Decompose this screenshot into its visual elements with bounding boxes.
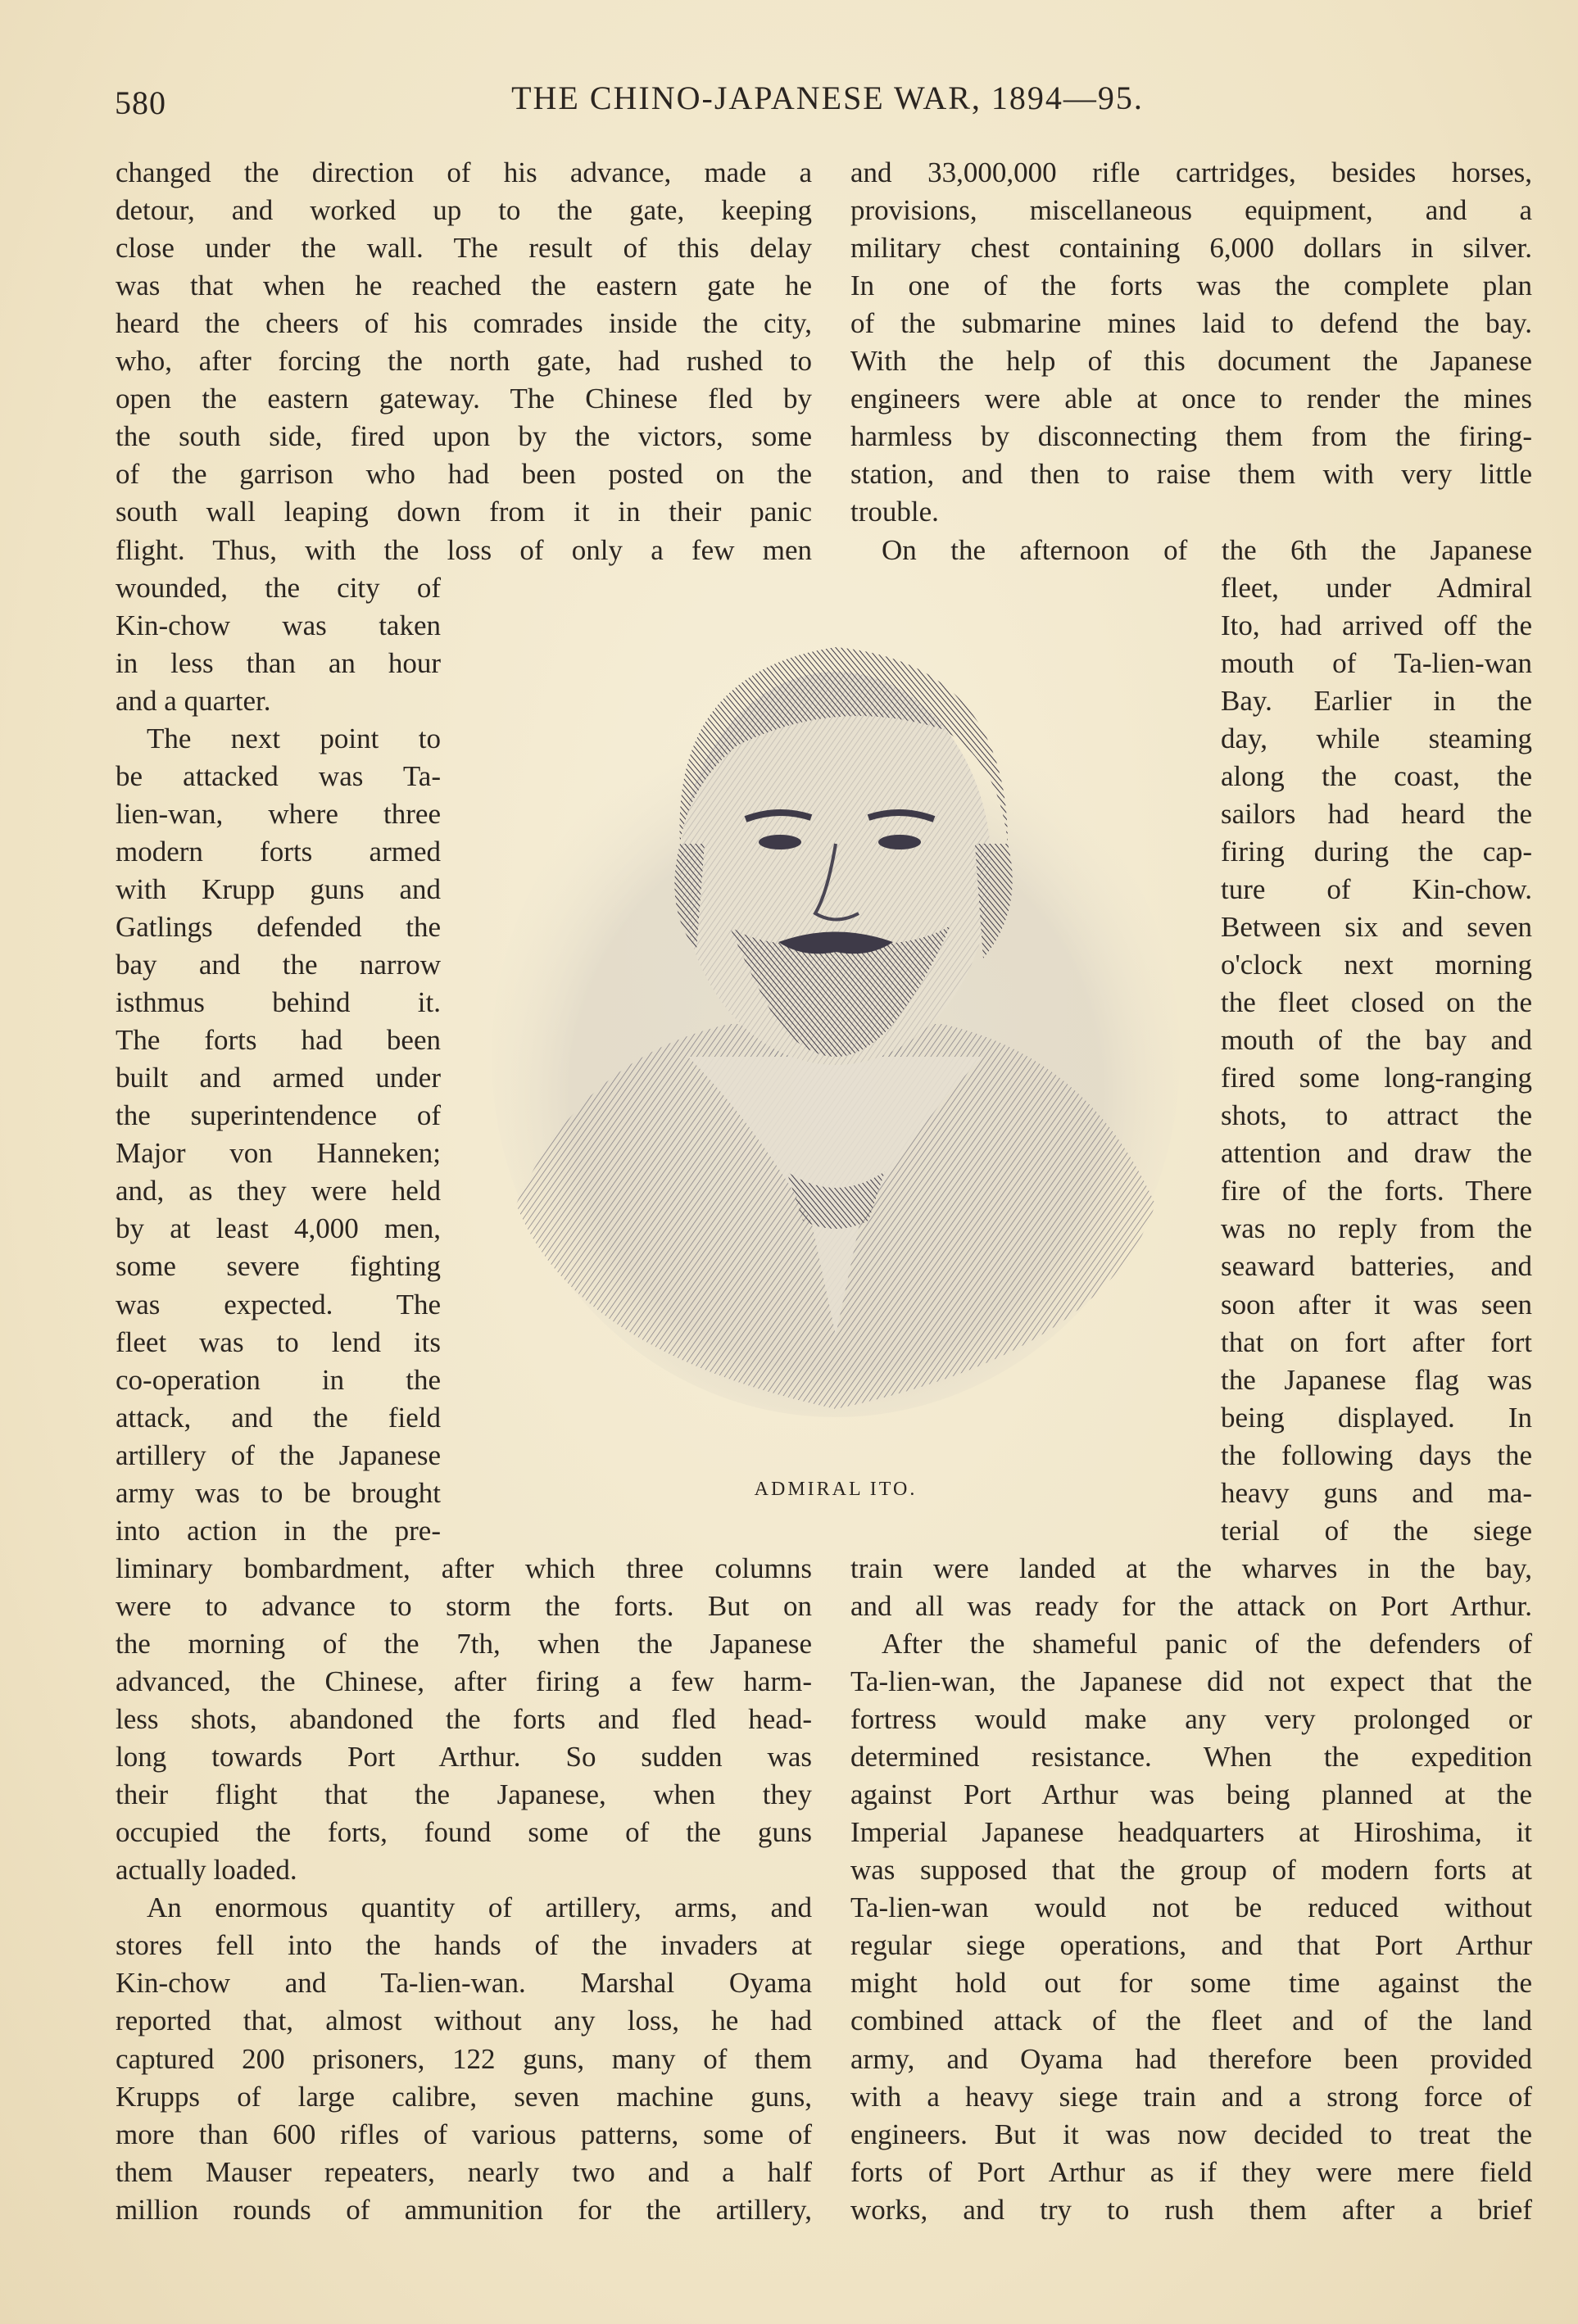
- right-column-text-line: military chest containing 6,000 dollars in silver.: [850, 232, 1532, 265]
- left-column-text-line: Gatlings defended the: [116, 911, 441, 943]
- right-column-text-line: harmless by disconnecting them from the firing-: [850, 420, 1532, 453]
- left-column-text-line: bay and the narrow: [116, 949, 441, 981]
- right-column-text-line: In one of the forts was the complete plan: [850, 270, 1532, 302]
- left-column-text-line: lien-wan, where three: [116, 797, 441, 830]
- left-column-text-line: stores fell into the hands of the invaders at: [116, 1929, 812, 1962]
- right-column-text-line: determined resistance. When the expedition: [850, 1741, 1532, 1774]
- running-header: [115, 79, 1540, 128]
- right-column-text-line: fortress would make any very prolonged or: [850, 1703, 1532, 1736]
- right-column-text-line: and all was ready for the attack on Port Arthur.: [850, 1589, 1532, 1622]
- left-column-text-line: captured 200 prisoners, 122 guns, many of them: [116, 2042, 812, 2075]
- right-column-text-line: was no reply from the: [1221, 1212, 1532, 1245]
- right-column-text-line: heavy guns and ma-: [1221, 1476, 1532, 1509]
- right-column-text-line: of the submarine mines laid to defend the bay.: [850, 307, 1532, 340]
- left-column-text-line: the morning of the 7th, when the Japanese: [116, 1627, 812, 1660]
- right-column-text-line: along the coast, the: [1221, 759, 1532, 792]
- left-column-text-line: were to advance to storm the forts. But on: [116, 1589, 812, 1622]
- left-column-text-line: attack, and the field: [116, 1401, 441, 1434]
- left-column-text-line: co-operation in the: [116, 1363, 441, 1396]
- right-column-text-line: Imperial Japanese headquarters at Hiroshima, it: [850, 1816, 1532, 1849]
- left-column-text-line: An enormous quantity of artillery, arms, and: [147, 1891, 812, 1924]
- right-column-text-line: On the afternoon of the 6th the Japanese: [882, 533, 1532, 566]
- right-column-text-line: station, and then to raise them with very little: [850, 458, 1532, 491]
- left-column-text-line: some severe fighting: [116, 1250, 441, 1283]
- left-column-text-line: Major von Hanneken;: [116, 1137, 441, 1170]
- right-column-text-line: combined attack of the fleet and of the land: [850, 2005, 1532, 2037]
- right-column-text-line: Ta-lien-wan would not be reduced without: [850, 1891, 1532, 1924]
- left-column-text-line: built and armed under: [116, 1062, 441, 1094]
- right-column-text-line: might hold out for some time against the: [850, 1967, 1532, 2000]
- left-column-text-line: changed the direction of his advance, made a: [116, 156, 812, 188]
- left-column-text-line: the superintendence of: [116, 1099, 441, 1132]
- right-column-text-line: firing during the cap-: [1221, 835, 1532, 868]
- right-column-text-line: the following days the: [1221, 1438, 1532, 1471]
- left-column-text-line: of the garrison who had been posted on the: [116, 458, 812, 491]
- left-column-text-line: in less than an hour: [116, 646, 441, 679]
- left-column-text-line: and a quarter.: [116, 684, 271, 717]
- left-column-text-line: artillery of the Japanese: [116, 1438, 441, 1471]
- left-column-text-line: actually loaded.: [116, 1854, 297, 1887]
- right-column-text-line: works, and try to rush them after a brief: [850, 2193, 1532, 2226]
- left-column-text-line: flight. Thus, with the loss of only a few men: [116, 533, 812, 566]
- right-column-text-line: train were landed at the wharves in the bay,: [850, 1552, 1532, 1584]
- right-column-text-line: After the shameful panic of the defenders of: [882, 1627, 1532, 1660]
- left-column-text-line: less shots, abandoned the forts and fled head-: [116, 1703, 812, 1736]
- right-column-text-line: Ta-lien-wan, the Japanese did not expect that the: [850, 1665, 1532, 1697]
- page-number: 580: [115, 84, 166, 121]
- right-column-text-line: With the help of this document the Japanese: [850, 345, 1532, 378]
- right-column-text-line: the fleet closed on the: [1221, 986, 1532, 1019]
- right-column-text-line: fired some long-ranging: [1221, 1062, 1532, 1094]
- left-column-text-line: the south side, fired upon by the victors, some: [116, 420, 812, 453]
- left-column-text-line: and, as they were held: [116, 1175, 441, 1207]
- right-column-text-line: o'clock next morning: [1221, 949, 1532, 981]
- left-column-text-line: modern forts armed: [116, 835, 441, 868]
- figure-caption: ADMIRAL ITO.: [754, 1479, 918, 1500]
- left-column-text-line: open the eastern gateway. The Chinese fled by: [116, 383, 812, 415]
- left-column-text-line: The forts had been: [116, 1024, 441, 1057]
- right-column-text-line: trouble.: [850, 496, 939, 528]
- right-column-text-line: being displayed. In: [1221, 1401, 1532, 1434]
- left-column-text-line: by at least 4,000 men,: [116, 1212, 441, 1245]
- left-column-text-line: with Krupp guns and: [116, 872, 441, 905]
- right-column-text-line: Ito, had arrived off the: [1221, 609, 1532, 641]
- right-column-text-line: Between six and seven: [1221, 911, 1532, 943]
- right-column-text-line: mouth of the bay and: [1221, 1024, 1532, 1057]
- left-column-text-line: liminary bombardment, after which three columns: [116, 1552, 812, 1584]
- right-column-text-line: with a heavy siege train and a strong force of: [850, 2080, 1532, 2113]
- right-column-text-line: engineers. But it was now decided to treat the: [850, 2118, 1532, 2150]
- left-column-text-line: south wall leaping down from it in their panic: [116, 496, 812, 528]
- right-column-text-line: day, while steaming: [1221, 722, 1532, 754]
- left-column-text-line: army was to be brought: [116, 1476, 441, 1509]
- right-column-text-line: seaward batteries, and: [1221, 1250, 1532, 1283]
- left-column-text-line: heard the cheers of his comrades inside the city,: [116, 307, 812, 340]
- left-column-text-line: was expected. The: [116, 1288, 441, 1321]
- right-column-text-line: the Japanese flag was: [1221, 1363, 1532, 1396]
- running-title: THE CHINO-JAPANESE WAR, 1894—95.: [511, 79, 1144, 116]
- left-column-text-line: detour, and worked up to the gate, keeping: [116, 194, 812, 227]
- left-column-text-line: into action in the pre-: [116, 1514, 441, 1547]
- left-column-text-line: their flight that the Japanese, when they: [116, 1778, 812, 1811]
- left-column-text-line: Kin-chow was taken: [116, 609, 441, 641]
- right-column-text-line: and 33,000,000 rifle cartridges, besides horses,: [850, 156, 1532, 188]
- right-column-text-line: forts of Port Arthur as if they were mere field: [850, 2155, 1532, 2188]
- left-column-text-line: reported that, almost without any loss, he had: [116, 2005, 812, 2037]
- right-column-text-line: ture of Kin-chow.: [1221, 872, 1532, 905]
- left-column-text-line: isthmus behind it.: [116, 986, 441, 1019]
- left-column-text-line: who, after forcing the north gate, had rushed to: [116, 345, 812, 378]
- right-column-text-line: sailors had heard the: [1221, 797, 1532, 830]
- left-column-text-line: was that when he reached the eastern gate he: [116, 270, 812, 302]
- left-column-text-line: close under the wall. The result of this delay: [116, 232, 812, 265]
- right-column-text-line: soon after it was seen: [1221, 1288, 1532, 1321]
- admiral-ito-portrait: [483, 598, 1188, 1434]
- right-column-text-line: mouth of Ta-lien-wan: [1221, 646, 1532, 679]
- left-column-text-line: more than 600 rifles of various patterns, some of: [116, 2118, 812, 2150]
- right-column-text-line: that on fort after fort: [1221, 1325, 1532, 1358]
- left-column-text-line: Kin-chow and Ta-lien-wan. Marshal Oyama: [116, 1967, 812, 2000]
- right-column-text-line: shots, to attract the: [1221, 1099, 1532, 1132]
- right-column-text-line: against Port Arthur was being planned at the: [850, 1778, 1532, 1811]
- left-column-text-line: be attacked was Ta-: [116, 759, 441, 792]
- right-column-text-line: fire of the forts. There: [1221, 1175, 1532, 1207]
- left-column-text-line: occupied the forts, found some of the guns: [116, 1816, 812, 1849]
- right-column-text-line: terial of the siege: [1221, 1514, 1532, 1547]
- right-column-text-line: army, and Oyama had therefore been provided: [850, 2042, 1532, 2075]
- left-column-text-line: fleet was to lend its: [116, 1325, 441, 1358]
- right-column-text-line: attention and draw the: [1221, 1137, 1532, 1170]
- left-column-text-line: them Mauser repeaters, nearly two and a half: [116, 2155, 812, 2188]
- right-column-text-line: fleet, under Admiral: [1221, 571, 1532, 604]
- right-column-text-line: engineers were able at once to render the mines: [850, 383, 1532, 415]
- left-column-text-line: advanced, the Chinese, after firing a few harm-: [116, 1665, 812, 1697]
- left-column-text-line: million rounds of ammunition for the artillery,: [116, 2193, 812, 2226]
- left-column-text-line: long towards Port Arthur. So sudden was: [116, 1741, 812, 1774]
- left-column-text-line: The next point to: [147, 722, 441, 754]
- right-column-text-line: was supposed that the group of modern forts at: [850, 1854, 1532, 1887]
- right-column-text-line: provisions, miscellaneous equipment, and a: [850, 194, 1532, 227]
- right-column-text-line: regular siege operations, and that Port Arthur: [850, 1929, 1532, 1962]
- left-column-text-line: Krupps of large calibre, seven machine guns,: [116, 2080, 812, 2113]
- left-column-text-line: wounded, the city of: [116, 571, 441, 604]
- right-column-text-line: Bay. Earlier in the: [1221, 684, 1532, 717]
